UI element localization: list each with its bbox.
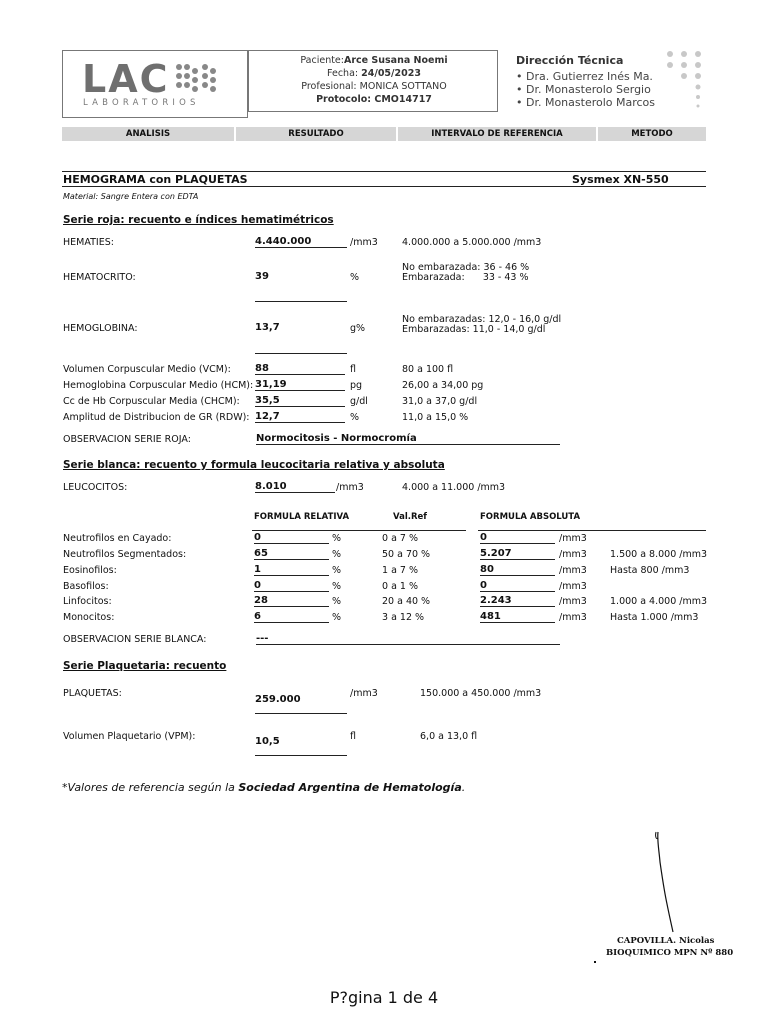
lab-logo: LAC bbox=[82, 57, 170, 101]
row-unit: /mm3 bbox=[350, 237, 378, 248]
leucocitos-unit: /mm3 bbox=[336, 482, 364, 493]
leucocitos-value: 8.010 bbox=[255, 481, 335, 493]
leucocitos-reference: 4.000 a 11.000 /mm3 bbox=[402, 482, 506, 493]
row-value: 35,5 bbox=[255, 395, 345, 407]
signer-title: BIOQUIMICO MPN Nº 880 bbox=[606, 948, 734, 958]
row-value-underline bbox=[255, 748, 347, 756]
row-value: 10,5 bbox=[255, 736, 280, 747]
section-material: Material: Sangre Entera con EDTA bbox=[63, 192, 199, 201]
row-reference: 80 a 100 fl bbox=[402, 364, 454, 375]
patient-box bbox=[248, 50, 498, 112]
row-reference: No embarazada: 36 - 46 % bbox=[402, 262, 530, 273]
patient-date-line bbox=[249, 68, 499, 79]
patient-protocol-line bbox=[249, 94, 499, 105]
formula-rel-unit: % bbox=[332, 533, 342, 544]
row-reference: Embarazadas: 11,0 - 14,0 g/dl bbox=[402, 324, 546, 335]
formula-abs-reference: 1.500 a 8.000 /mm3 bbox=[610, 549, 708, 560]
formula-row-label: Basofilos: bbox=[63, 581, 109, 592]
formula-abs-value: 80 bbox=[480, 564, 555, 576]
row-reference: No embarazadas: 12,0 - 16,0 g/dl bbox=[402, 314, 562, 325]
row-unit: fl bbox=[350, 364, 356, 375]
row-unit: pg bbox=[350, 380, 363, 391]
white-series-title: Serie blanca: recuento y formula leucocitaria relativa y absoluta bbox=[63, 459, 445, 471]
leucocitos-label: LEUCOCITOS: bbox=[63, 482, 128, 493]
row-reference: 31,0 a 37,0 g/dl bbox=[402, 396, 478, 407]
formula-row-label: Linfocitos: bbox=[63, 596, 112, 607]
formula-row-label: Neutrofilos Segmentados: bbox=[63, 549, 187, 560]
decorative-dots-icon bbox=[660, 50, 706, 110]
formula-rel-reference: 1 a 7 % bbox=[382, 565, 418, 576]
row-value: 259.000 bbox=[255, 694, 301, 705]
patient-name-label: Paciente: bbox=[300, 55, 344, 66]
section-method: Sysmex XN-550 bbox=[572, 173, 669, 186]
row-reference: 11,0 a 15,0 % bbox=[402, 412, 469, 423]
patient-professional-line bbox=[249, 81, 499, 92]
row-reference: 150.000 a 450.000 /mm3 bbox=[420, 688, 542, 699]
row-reference: 4.000.000 a 5.000.000 /mm3 bbox=[402, 237, 542, 248]
column-header-intervalo: INTERVALO DE REFERENCIA bbox=[398, 127, 596, 141]
lab-logo-subtitle: LABORATORIOS bbox=[83, 98, 200, 108]
direction-member: • Dr. Monasterolo Marcos bbox=[516, 96, 656, 109]
row-value: 31,19 bbox=[255, 379, 345, 391]
lab-logo-box bbox=[62, 50, 248, 118]
platelet-series-title: Serie Plaquetaria: recuento bbox=[63, 660, 227, 672]
formula-rule bbox=[478, 530, 706, 531]
formula-rule bbox=[252, 530, 466, 531]
footnote-suffix: . bbox=[461, 781, 466, 794]
row-value: 88 bbox=[255, 363, 345, 375]
formula-rel-unit: % bbox=[332, 596, 342, 607]
val-ref-header: Val.Ref bbox=[393, 512, 427, 522]
handwritten-signature-icon bbox=[640, 828, 680, 936]
patient-name-line bbox=[249, 55, 499, 66]
red-observation-label: OBSERVACION SERIE ROJA: bbox=[63, 434, 191, 445]
formula-abs-unit: /mm3 bbox=[559, 581, 587, 592]
formula-rel-reference: 50 a 70 % bbox=[382, 549, 431, 560]
row-unit: fl bbox=[350, 731, 356, 742]
section-title: HEMOGRAMA con PLAQUETAS bbox=[63, 173, 248, 186]
row-unit: % bbox=[350, 412, 360, 423]
row-reference: 26,00 a 34,00 pg bbox=[402, 380, 484, 391]
lab-logo-mark-icon bbox=[175, 63, 219, 93]
formula-rel-unit: % bbox=[332, 581, 342, 592]
row-unit: /mm3 bbox=[350, 688, 378, 699]
formula-relativa-header: FORMULA RELATIVA bbox=[254, 512, 350, 522]
formula-abs-unit: /mm3 bbox=[559, 565, 587, 576]
row-label: PLAQUETAS: bbox=[63, 688, 122, 699]
formula-rel-unit: % bbox=[332, 565, 342, 576]
row-value-underline bbox=[255, 286, 347, 302]
formula-row-label: Neutrofilos en Cayado: bbox=[63, 533, 172, 544]
patient-protocol: CMO14717 bbox=[374, 94, 432, 105]
formula-abs-reference: 1.000 a 4.000 /mm3 bbox=[610, 596, 708, 607]
row-label: Cc de Hb Corpuscular Media (CHCM): bbox=[63, 396, 240, 407]
row-label: Hemoglobina Corpuscular Medio (HCM): bbox=[63, 380, 254, 391]
row-value-underline bbox=[255, 338, 347, 354]
row-label: HEMATIES: bbox=[63, 237, 114, 248]
patient-protocol-label: Protocolo: bbox=[316, 94, 372, 105]
row-label: Volumen Plaquetario (VPM): bbox=[63, 731, 196, 742]
formula-abs-reference: Hasta 1.000 /mm3 bbox=[610, 612, 699, 623]
direction-member: • Dra. Gutierrez Inés Ma. bbox=[516, 70, 653, 83]
column-header-metodo: METODO bbox=[598, 127, 706, 141]
formula-abs-value: 481 bbox=[480, 611, 555, 623]
formula-rel-value: 1 bbox=[254, 564, 329, 576]
formula-rel-reference: 0 a 1 % bbox=[382, 581, 418, 592]
red-series-title: Serie roja: recuento e índices hematimétricos bbox=[63, 214, 334, 226]
formula-abs-value: 5.207 bbox=[480, 548, 555, 560]
formula-abs-value: 0 bbox=[480, 532, 555, 544]
formula-rel-reference: 20 a 40 % bbox=[382, 596, 431, 607]
formula-rel-reference: 3 a 12 % bbox=[382, 612, 425, 623]
row-label: Volumen Corpuscular Medio (VCM): bbox=[63, 364, 231, 375]
formula-row-label: Eosinofilos: bbox=[63, 565, 117, 576]
row-unit: % bbox=[350, 272, 360, 283]
row-reference: 6,0 a 13,0 fl bbox=[420, 731, 478, 742]
formula-abs-unit: /mm3 bbox=[559, 533, 587, 544]
page-number: P?gina 1 de 4 bbox=[329, 988, 439, 1007]
direction-title: Dirección Técnica bbox=[516, 54, 624, 67]
formula-abs-reference: Hasta 800 /mm3 bbox=[610, 565, 690, 576]
signature-dot bbox=[594, 961, 596, 963]
formula-rel-reference: 0 a 7 % bbox=[382, 533, 418, 544]
row-unit: g% bbox=[350, 323, 366, 334]
red-observation-value: Normocitosis - Normocromía bbox=[256, 433, 560, 445]
white-observation-label: OBSERVACION SERIE BLANCA: bbox=[63, 634, 207, 645]
footnote-society: Sociedad Argentina de Hematología bbox=[238, 781, 462, 794]
column-header-resultado: RESULTADO bbox=[236, 127, 396, 141]
formula-absoluta-header: FORMULA ABSOLUTA bbox=[480, 512, 581, 522]
row-reference: Embarazada: 33 - 43 % bbox=[402, 272, 529, 283]
formula-abs-unit: /mm3 bbox=[559, 549, 587, 560]
formula-rel-value: 65 bbox=[254, 548, 329, 560]
formula-rel-value: 6 bbox=[254, 611, 329, 623]
row-value: 12,7 bbox=[255, 411, 345, 423]
direction-member: • Dr. Monasterolo Sergio bbox=[516, 83, 651, 96]
patient-date-label: Fecha: bbox=[327, 68, 359, 79]
formula-row-label: Monocitos: bbox=[63, 612, 115, 623]
row-label: Amplitud de Distribucion de GR (RDW): bbox=[63, 412, 250, 423]
formula-abs-value: 0 bbox=[480, 580, 555, 592]
reference-footnote bbox=[62, 781, 465, 794]
formula-rel-unit: % bbox=[332, 549, 342, 560]
formula-rel-value: 0 bbox=[254, 580, 329, 592]
row-label: HEMOGLOBINA: bbox=[63, 323, 138, 334]
column-header-analisis: ANALISIS bbox=[62, 127, 234, 141]
formula-abs-unit: /mm3 bbox=[559, 612, 587, 623]
white-observation-value: --- bbox=[256, 633, 560, 645]
formula-abs-value: 2.243 bbox=[480, 595, 555, 607]
formula-rel-value: 28 bbox=[254, 595, 329, 607]
row-value: 39 bbox=[255, 271, 269, 282]
formula-rel-value: 0 bbox=[254, 532, 329, 544]
patient-professional-label: Profesional: bbox=[301, 81, 357, 92]
row-value-underline bbox=[255, 706, 347, 714]
patient-date: 24/05/2023 bbox=[361, 68, 421, 79]
row-value: 13,7 bbox=[255, 322, 280, 333]
patient-professional: MONICA SOTTANO bbox=[359, 81, 447, 92]
row-label: HEMATOCRITO: bbox=[63, 272, 136, 283]
row-unit: g/dl bbox=[350, 396, 368, 407]
footnote-prefix: *Valores de referencia según la bbox=[62, 781, 239, 794]
signer-name: CAPOVILLA. Nicolas bbox=[617, 936, 715, 946]
row-value: 4.440.000 bbox=[255, 236, 347, 248]
patient-name: Arce Susana Noemi bbox=[343, 55, 448, 66]
formula-rel-unit: % bbox=[332, 612, 342, 623]
formula-abs-unit: /mm3 bbox=[559, 596, 587, 607]
